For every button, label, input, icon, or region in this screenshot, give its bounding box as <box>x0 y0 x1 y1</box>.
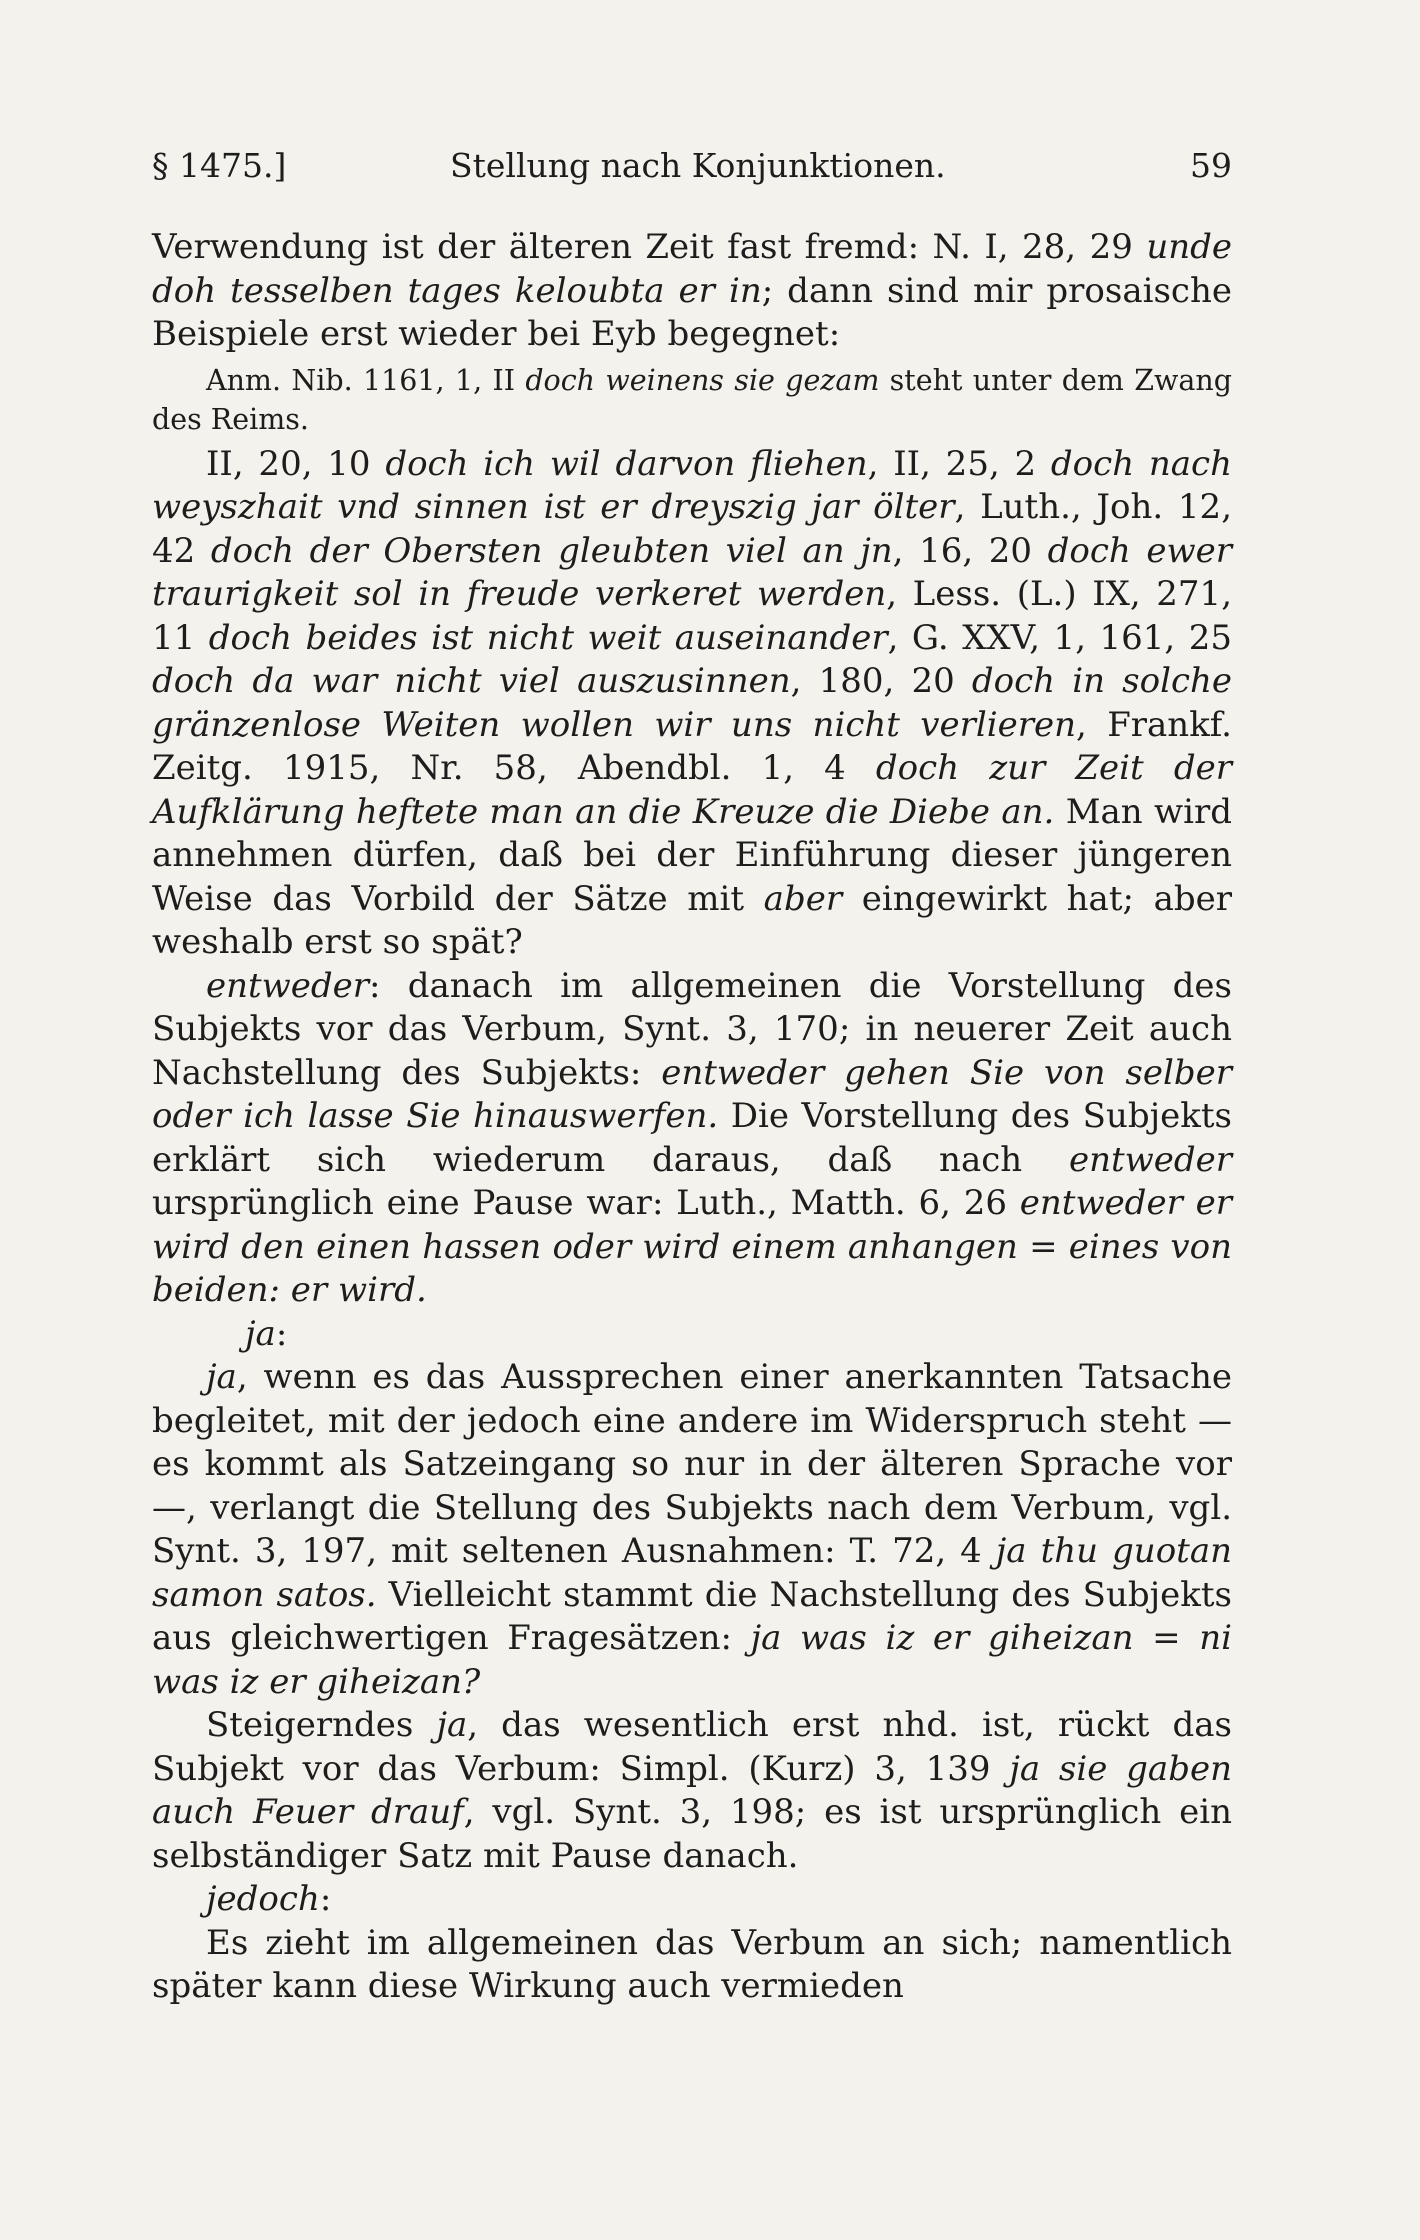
subheading-jedoch: jedoch: <box>206 1879 332 1919</box>
paragraph: II, 20, 10 doch ich wil darvon fliehen, II, 25, 2 doch nach weyszhait vnd sinnen ist er dreyszig jar ölter, Luth., Joh. 12, 42 doch der Obersten gleubten viel an jn, 16, 20 doch ewer traurigkeit sol in freude verkeret werden, Less. (L.) IX, 271, 11 doch beides ist nicht weit auseinander, G. XXV, 1, 161, 25 doch da war nicht viel auszusinnen, 180, 20 doch in solche gränzenlose Weiten wollen wir uns nicht verlieren, Frankf. Zeitg. 1915, Nr. 58, Abendbl. 1, 4 doch zur Zeit der Aufklärung heftete man an die Kreuze die Diebe an. Man wird annehmen dürfen, daß bei der Einführung dieser jüngeren Weise das Vorbild der Sätze mit aber eingewirkt hat; aber weshalb erst so spät? <box>152 443 1233 962</box>
running-title: Stellung nach Konjunktionen. <box>450 146 946 185</box>
subheading-ja: ja: <box>245 1313 288 1354</box>
paragraph-steigerndes-ja: Steigerndes ja, das wesentlich erst nhd. ist, rückt das Subjekt vor das Verbum: Simpl. (Kurz) 3, 139 ja sie gaben auch Feuer drauf, vgl. Synt. 3, 198; es ist ursprünglich ein selbständiger Satz mit Pause danach. <box>152 1705 1232 1876</box>
page-number: 59 <box>1190 146 1232 185</box>
running-header <box>152 146 1232 190</box>
paragraph-entweder: entweder: danach im allgemeinen die Vorstellung des Subjekts vor das Verbum, Synt. 3, 170; in neuerer Zeit auch Nachstellung des Subjekts: entweder gehen Sie von selber oder ich lasse Sie hinauswerfen. Die Vorstellung des Subjekts erklärt sich wiederum daraus, daß nach entweder ursprünglich eine Pause war: Luth., Matth. 6, 26 entweder er wird den einen hassen oder wird einem anhangen = eines von beiden: er wird. <box>152 965 1232 1310</box>
footnote-anm: Anm. Nib. 1161, 1, II doch weinens sie gezam steht unter dem Zwang des Reims. <box>152 363 1232 436</box>
section-number: § 1475.] <box>152 146 287 185</box>
paragraph-ja: ja, wenn es das Aussprechen einer anerkannten Tatsache begleitet, mit der jedoch eine andere im Widerspruch steht — es kommt als Satzeingang so nur in der älteren Sprache vor —, verlangt die Stellung des Subjekts nach dem Verbum, vgl. Synt. 3, 197, mit seltenen Ausnahmen: T. 72, 4 ja thu guotan samon satos. Vielleicht stammt die Nachstellung des Subjekts aus gleichwertigen Fragesätzen: ja was iz er giheizan = ni was iz er giheizan? <box>152 1357 1233 1702</box>
paragraph-jedoch: Es zieht im allgemeinen das Verbum an sich; namentlich später kann diese Wirkung auch vermieden <box>152 1922 1232 2006</box>
paragraph: Verwendung ist der älteren Zeit fast fremd: N. I, 28, 29 unde doh tesselben tages keloubta er in; dann sind mir prosaische Beispiele erst wieder bei Eyb begegnet: <box>152 227 1232 354</box>
page-body <box>152 226 1232 2009</box>
